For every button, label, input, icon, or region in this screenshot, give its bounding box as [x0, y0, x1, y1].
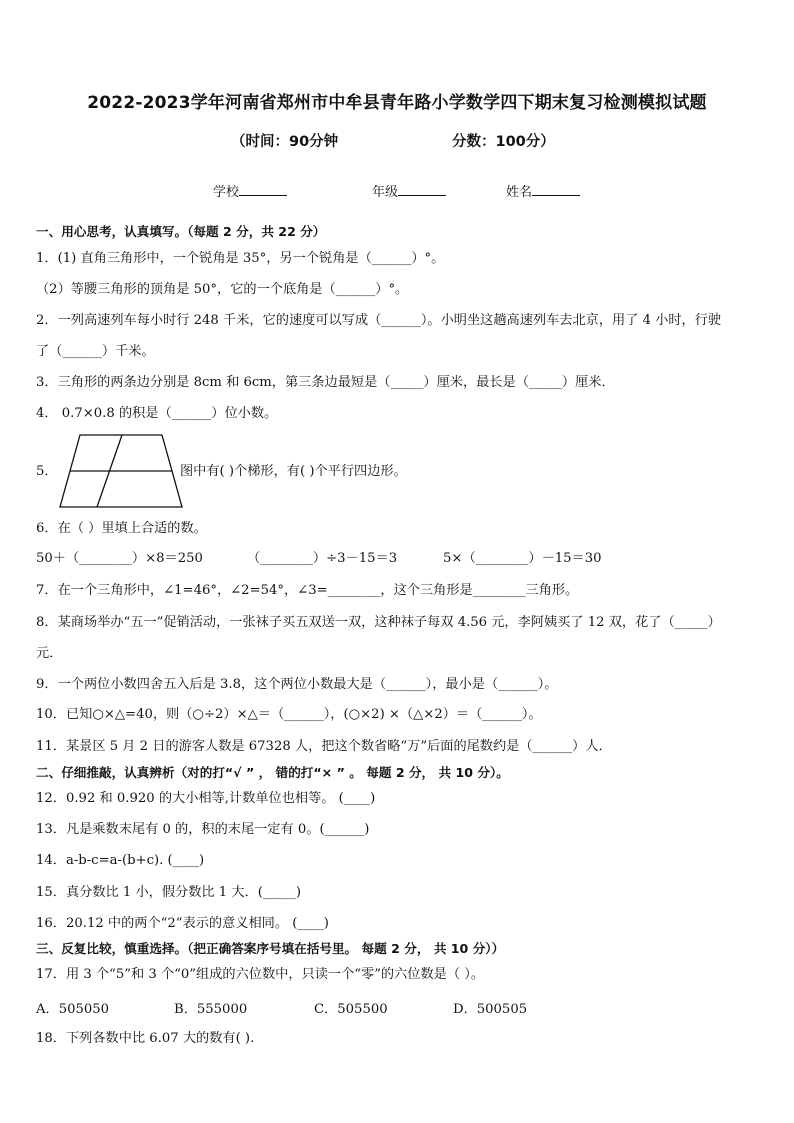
question-17-option-d: D．500505: [453, 1002, 528, 1017]
question-6: 6．在（ ）里填上合适的数。: [36, 521, 207, 536]
name-label: 姓名: [506, 185, 533, 200]
question-2a: 2．一列高速列车每小时行 248 千米，它的速度可以写成（______）。小明坐这趟高速列车去北京，用了 4 小时，行驶: [36, 313, 722, 328]
question-1b: （2）等腰三角形的顶角是 50°，它的一个底角是（______）°。: [36, 282, 409, 297]
question-1a: 1．(1) 直角三角形中，一个锐角是 35°，另一个锐角是（______）°。: [36, 251, 445, 266]
question-13: 13．凡是乘数末尾有 0 的，积的末尾一定有 0。(______): [36, 822, 370, 837]
question-6-part-a: 50＋（________）×8＝250: [36, 551, 203, 566]
question-6-part-b: （________）÷3－15＝3: [247, 551, 398, 566]
question-11: 11．某景区 5 月 2 日的游客人数是 67328 人，把这个数省略“万”后面的尾数约是（______）人．: [36, 739, 612, 754]
exam-time: （时间：90分钟: [231, 134, 339, 150]
question-17-option-a: A．505050: [36, 1002, 110, 1017]
question-12: 12．0.92 和 0.920 的大小相等,计数单位也相等。 (____): [36, 791, 376, 806]
question-16: 16．20.12 中的两个“2”表示的意义相同。 (____): [36, 916, 329, 931]
question-9: 9．一个两位小数四舍五入后是 3.8，这个两位小数最大是（______），最小是（______）。: [36, 677, 558, 692]
question-5-text: 图中有( )个梯形，有( )个平行四边形。: [180, 464, 407, 479]
question-7: 7．在一个三角形中，∠1=46°，∠2=54°，∠3=________，这个三角形是________三角形。: [36, 583, 579, 598]
page-title: 2022-2023学年河南省郑州市中牟县青年路小学数学四下期末复习检测模拟试题: [87, 93, 707, 113]
question-4: 4． 0.7×0.8 的积是（______）位小数。: [36, 406, 278, 421]
section-3-heading: 三、反复比较，慎重选择。（把正确答案序号填在括号里。 每题 2 分， 共 10 分））: [36, 941, 505, 956]
question-17-option-b: B．555000: [174, 1002, 248, 1017]
name-blank: [532, 183, 580, 196]
question-5-number: 5．: [36, 464, 58, 479]
grade-field: [372, 181, 446, 200]
name-field: [506, 181, 580, 200]
school-blank: [239, 183, 287, 196]
section-1-heading: 一、用心思考，认真填写。（每题 2 分，共 22 分）: [36, 224, 326, 239]
section-2-heading: 二、仔细推敲，认真辨析（对的打“√ ” ， 错的打“× ” 。 每题 2 分， 共 10 分）。: [36, 765, 509, 780]
grade-label: 年级: [372, 185, 399, 200]
grade-blank: [398, 183, 446, 196]
question-8a: 8．某商场举办“五一”促销活动，一张袜子买五双送一双，这种袜子每双 4.56 元，李阿姨买了 12 双，花了（_____）: [36, 615, 721, 630]
question-15: 15．真分数比 1 小，假分数比 1 大．(_____): [36, 885, 302, 900]
question-17: 17．用 3 个“5”和 3 个“0”组成的六位数中，只读一个“零”的六位数是（ ）。: [36, 967, 485, 982]
question-2b: 了（______）千米。: [36, 344, 155, 359]
school-label: 学校: [213, 185, 240, 200]
exam-score: 分数：100分）: [452, 134, 555, 150]
question-17-option-c: C．505500: [314, 1002, 388, 1017]
question-3: 3．三角形的两条边分别是 8cm 和 6cm，第三条边最短是（_____）厘米，最长是（_____）厘米．: [36, 375, 615, 390]
question-10: 10．已知○×△=40，则（○÷2）×△＝（______），(○×2) ×（△×2）＝（______）。: [36, 707, 542, 722]
question-6-part-c: 5×（________）－15＝30: [443, 551, 602, 566]
question-14: 14．a-b-c=a-(b+c). (____): [36, 853, 205, 868]
question-18: 18．下列各数中比 6.07 大的数有( ).: [36, 1031, 255, 1046]
question-8b: 元．: [36, 646, 63, 661]
trapezoid-figure: [58, 433, 184, 509]
school-field: [213, 181, 287, 200]
